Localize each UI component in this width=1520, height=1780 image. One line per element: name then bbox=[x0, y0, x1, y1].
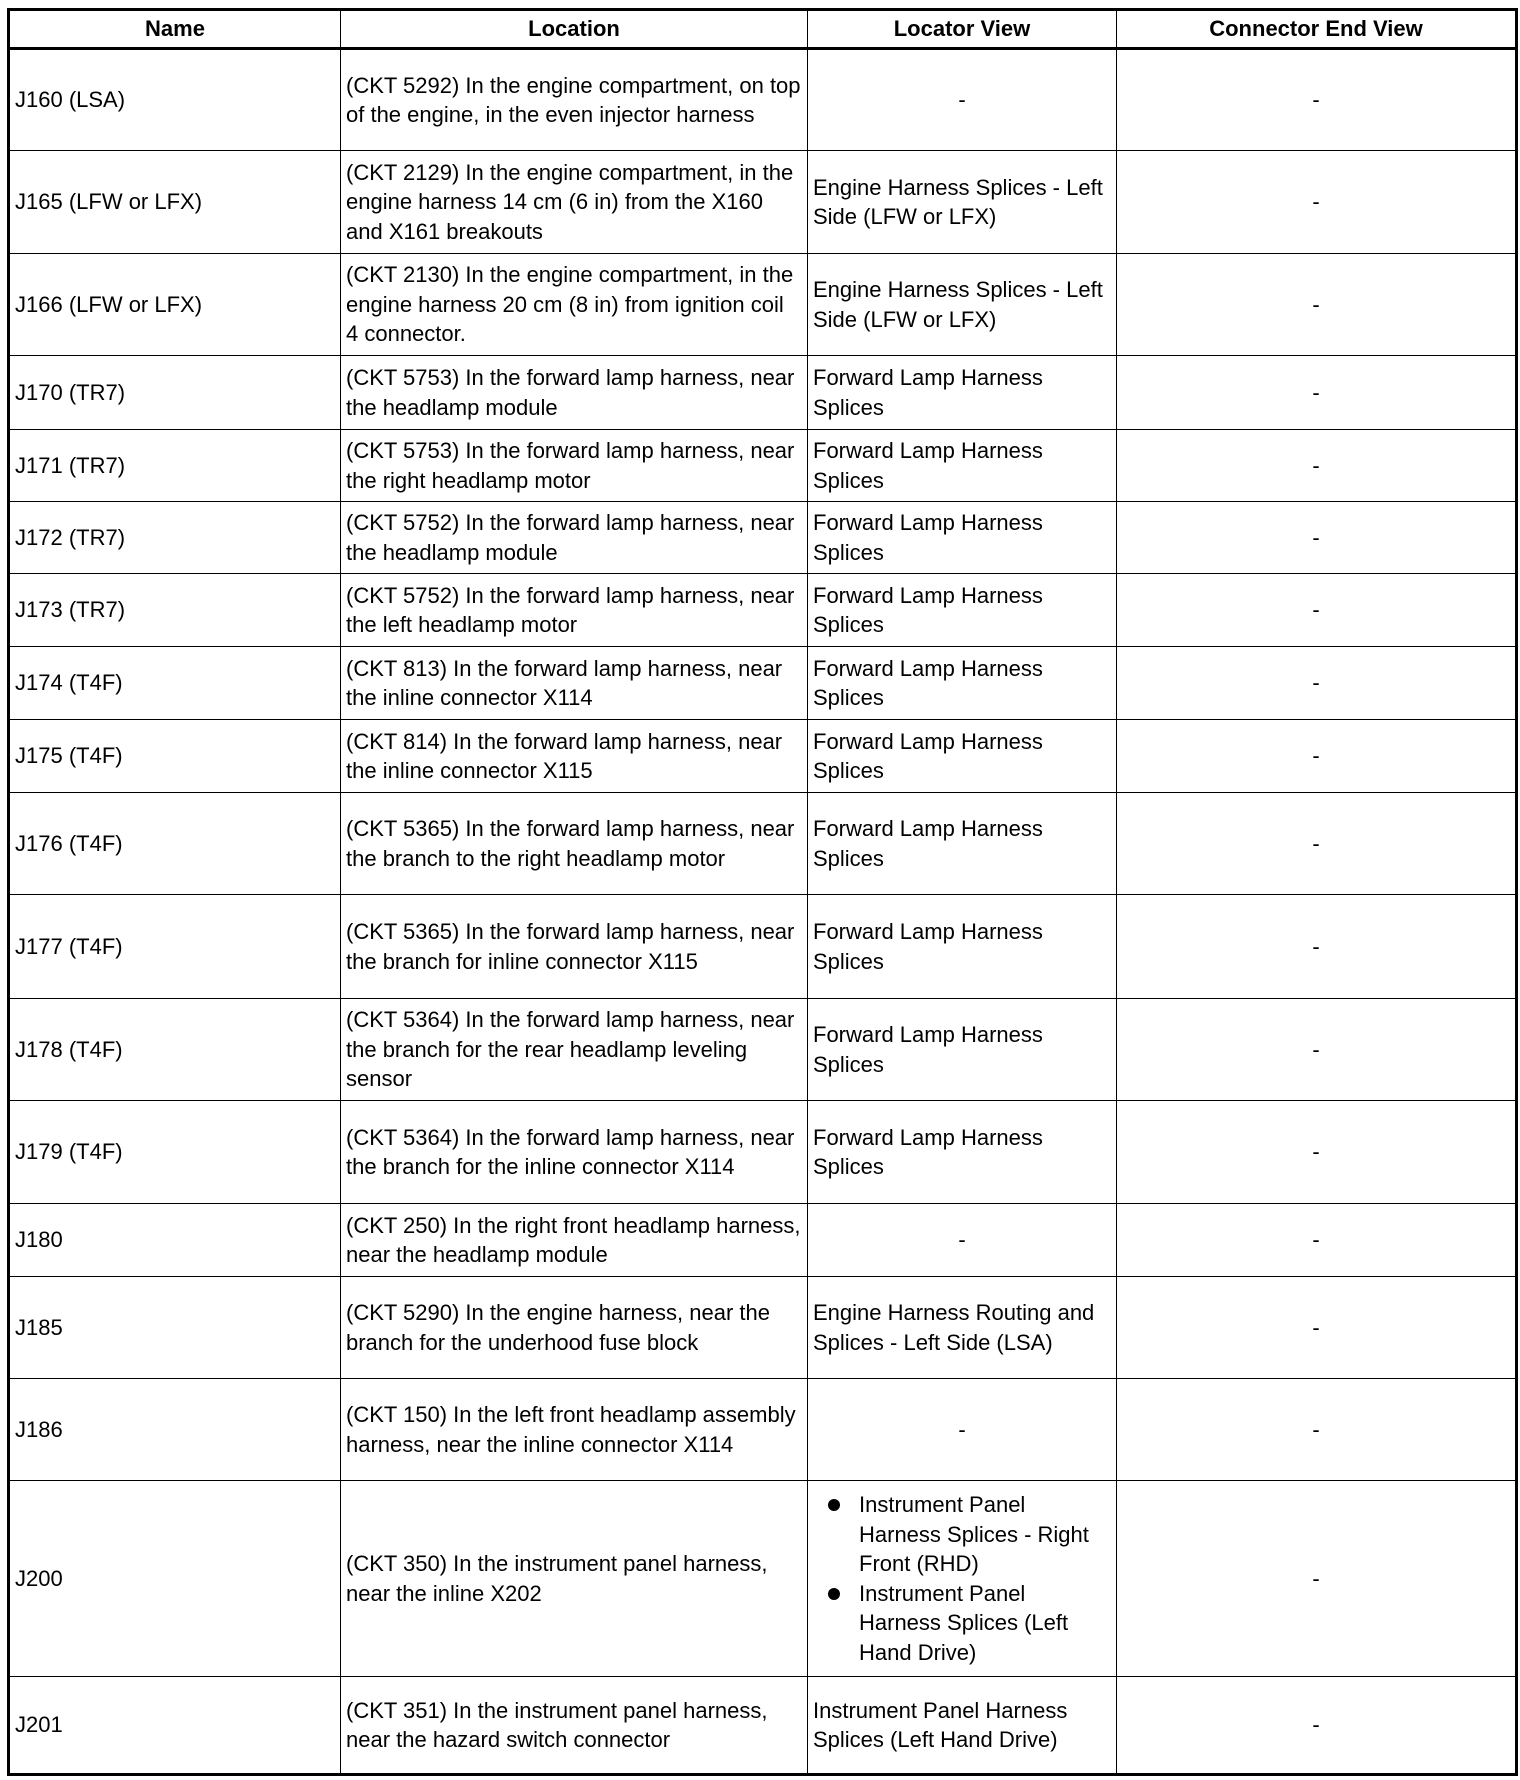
locator-view-cell: - bbox=[808, 1204, 1117, 1277]
locator-view-cell[interactable]: Forward Lamp Harness Splices bbox=[808, 356, 1117, 430]
table-row bbox=[9, 49, 1517, 151]
location-cell: (CKT 814) In the forward lamp harness, near the inline connector X115 bbox=[341, 720, 808, 793]
name-cell: J176 (T4F) bbox=[9, 793, 341, 895]
name-cell: J185 bbox=[9, 1277, 341, 1379]
connector-end-view-cell: - bbox=[1117, 647, 1517, 720]
location-cell: (CKT 5753) In the forward lamp harness, near the right headlamp motor bbox=[341, 430, 808, 502]
locator-view-cell[interactable]: Instrument Panel Harness Splices (Left Hand Drive) bbox=[808, 1677, 1117, 1775]
location-cell: (CKT 150) In the left front headlamp assembly harness, near the inline connector X114 bbox=[341, 1379, 808, 1481]
table-row bbox=[9, 720, 1517, 793]
connector-end-view-cell: - bbox=[1117, 430, 1517, 502]
name-cell: J186 bbox=[9, 1379, 341, 1481]
connector-end-view-cell: - bbox=[1117, 1204, 1517, 1277]
location-cell: (CKT 5752) In the forward lamp harness, near the left headlamp motor bbox=[341, 574, 808, 647]
header-connector-end-view: Connector End View bbox=[1117, 10, 1517, 49]
location-cell: (CKT 5365) In the forward lamp harness, near the branch to the right headlamp motor bbox=[341, 793, 808, 895]
connector-end-view-cell: - bbox=[1117, 1277, 1517, 1379]
name-cell: J166 (LFW or LFX) bbox=[9, 254, 341, 356]
locator-view-cell[interactable]: Forward Lamp Harness Splices bbox=[808, 574, 1117, 647]
locator-view-cell[interactable]: Forward Lamp Harness Splices bbox=[808, 1101, 1117, 1204]
connector-end-view-cell: - bbox=[1117, 356, 1517, 430]
location-cell: (CKT 350) In the instrument panel harness, near the inline X202 bbox=[341, 1481, 808, 1677]
name-cell: J173 (TR7) bbox=[9, 574, 341, 647]
locator-view-cell[interactable]: Engine Harness Routing and Splices - Left Side (LSA) bbox=[808, 1277, 1117, 1379]
name-cell: J180 bbox=[9, 1204, 341, 1277]
table-row bbox=[9, 1277, 1517, 1379]
locator-view-cell bbox=[808, 1481, 1117, 1677]
location-cell: (CKT 813) In the forward lamp harness, near the inline connector X114 bbox=[341, 647, 808, 720]
location-cell: (CKT 5290) In the engine harness, near the branch for the underhood fuse block bbox=[341, 1277, 808, 1379]
locator-view-cell[interactable]: Engine Harness Splices - Left Side (LFW or LFX) bbox=[808, 151, 1117, 254]
connector-end-view-cell: - bbox=[1117, 502, 1517, 574]
table-row bbox=[9, 895, 1517, 999]
header-name: Name bbox=[9, 10, 341, 49]
name-cell: J172 (TR7) bbox=[9, 502, 341, 574]
name-cell: J178 (T4F) bbox=[9, 999, 341, 1101]
table-row bbox=[9, 1204, 1517, 1277]
locator-view-cell[interactable]: Forward Lamp Harness Splices bbox=[808, 895, 1117, 999]
location-cell: (CKT 5364) In the forward lamp harness, near the branch for the rear headlamp leveling sensor bbox=[341, 999, 808, 1101]
table-row bbox=[9, 356, 1517, 430]
locator-view-list bbox=[813, 1490, 1111, 1667]
table-row bbox=[9, 1379, 1517, 1481]
location-cell: (CKT 351) In the instrument panel harness, near the hazard switch connector bbox=[341, 1677, 808, 1775]
table-row bbox=[9, 254, 1517, 356]
locator-view-cell[interactable]: Forward Lamp Harness Splices bbox=[808, 502, 1117, 574]
connector-end-view-cell: - bbox=[1117, 793, 1517, 895]
table-row bbox=[9, 574, 1517, 647]
connector-end-view-cell: - bbox=[1117, 720, 1517, 793]
table-row bbox=[9, 502, 1517, 574]
location-cell: (CKT 5292) In the engine compartment, on top of the engine, in the even injector harness bbox=[341, 49, 808, 151]
locator-view-cell[interactable]: Forward Lamp Harness Splices bbox=[808, 647, 1117, 720]
location-cell: (CKT 5365) In the forward lamp harness, near the branch for inline connector X115 bbox=[341, 895, 808, 999]
connector-end-view-cell: - bbox=[1117, 895, 1517, 999]
connector-end-view-cell: - bbox=[1117, 254, 1517, 356]
table-row bbox=[9, 1481, 1517, 1677]
connector-end-view-cell: - bbox=[1117, 1481, 1517, 1677]
name-cell: J171 (TR7) bbox=[9, 430, 341, 502]
locator-view-link[interactable]: Instrument Panel Harness Splices - Right Front (RHD) bbox=[859, 1490, 1111, 1579]
name-cell: J200 bbox=[9, 1481, 341, 1677]
connector-end-view-cell: - bbox=[1117, 574, 1517, 647]
table-row bbox=[9, 793, 1517, 895]
locator-view-cell[interactable]: Forward Lamp Harness Splices bbox=[808, 720, 1117, 793]
table-row bbox=[9, 430, 1517, 502]
location-cell: (CKT 5753) In the forward lamp harness, near the headlamp module bbox=[341, 356, 808, 430]
connector-end-view-cell: - bbox=[1117, 49, 1517, 151]
connector-end-view-cell: - bbox=[1117, 999, 1517, 1101]
locator-view-cell[interactable]: Forward Lamp Harness Splices bbox=[808, 793, 1117, 895]
header-row bbox=[9, 10, 1517, 49]
locator-view-link[interactable]: Instrument Panel Harness Splices (Left Hand Drive) bbox=[859, 1579, 1111, 1668]
name-cell: J177 (T4F) bbox=[9, 895, 341, 999]
connector-end-view-cell: - bbox=[1117, 1677, 1517, 1775]
location-cell: (CKT 250) In the right front headlamp harness, near the headlamp module bbox=[341, 1204, 808, 1277]
name-cell: J170 (TR7) bbox=[9, 356, 341, 430]
splice-location-table bbox=[7, 8, 1518, 1776]
header-locator-view: Locator View bbox=[808, 10, 1117, 49]
location-cell: (CKT 5364) In the forward lamp harness, near the branch for the inline connector X114 bbox=[341, 1101, 808, 1204]
locator-view-cell: - bbox=[808, 49, 1117, 151]
connector-end-view-cell: - bbox=[1117, 1379, 1517, 1481]
table-row bbox=[9, 1101, 1517, 1204]
locator-view-cell: - bbox=[808, 1379, 1117, 1481]
location-cell: (CKT 5752) In the forward lamp harness, near the headlamp module bbox=[341, 502, 808, 574]
locator-view-cell[interactable]: Forward Lamp Harness Splices bbox=[808, 999, 1117, 1101]
table-row bbox=[9, 647, 1517, 720]
name-cell: J160 (LSA) bbox=[9, 49, 341, 151]
name-cell: J175 (T4F) bbox=[9, 720, 341, 793]
table-row bbox=[9, 151, 1517, 254]
header-location: Location bbox=[341, 10, 808, 49]
table-row bbox=[9, 1677, 1517, 1775]
locator-view-cell[interactable]: Engine Harness Splices - Left Side (LFW or LFX) bbox=[808, 254, 1117, 356]
location-cell: (CKT 2130) In the engine compartment, in the engine harness 20 cm (8 in) from ignition coil 4 connector. bbox=[341, 254, 808, 356]
name-cell: J165 (LFW or LFX) bbox=[9, 151, 341, 254]
connector-end-view-cell: - bbox=[1117, 1101, 1517, 1204]
name-cell: J201 bbox=[9, 1677, 341, 1775]
name-cell: J174 (T4F) bbox=[9, 647, 341, 720]
table-row bbox=[9, 999, 1517, 1101]
name-cell: J179 (T4F) bbox=[9, 1101, 341, 1204]
locator-view-cell[interactable]: Forward Lamp Harness Splices bbox=[808, 430, 1117, 502]
connector-end-view-cell: - bbox=[1117, 151, 1517, 254]
location-cell: (CKT 2129) In the engine compartment, in the engine harness 14 cm (6 in) from the X160 and X161 breakouts bbox=[341, 151, 808, 254]
